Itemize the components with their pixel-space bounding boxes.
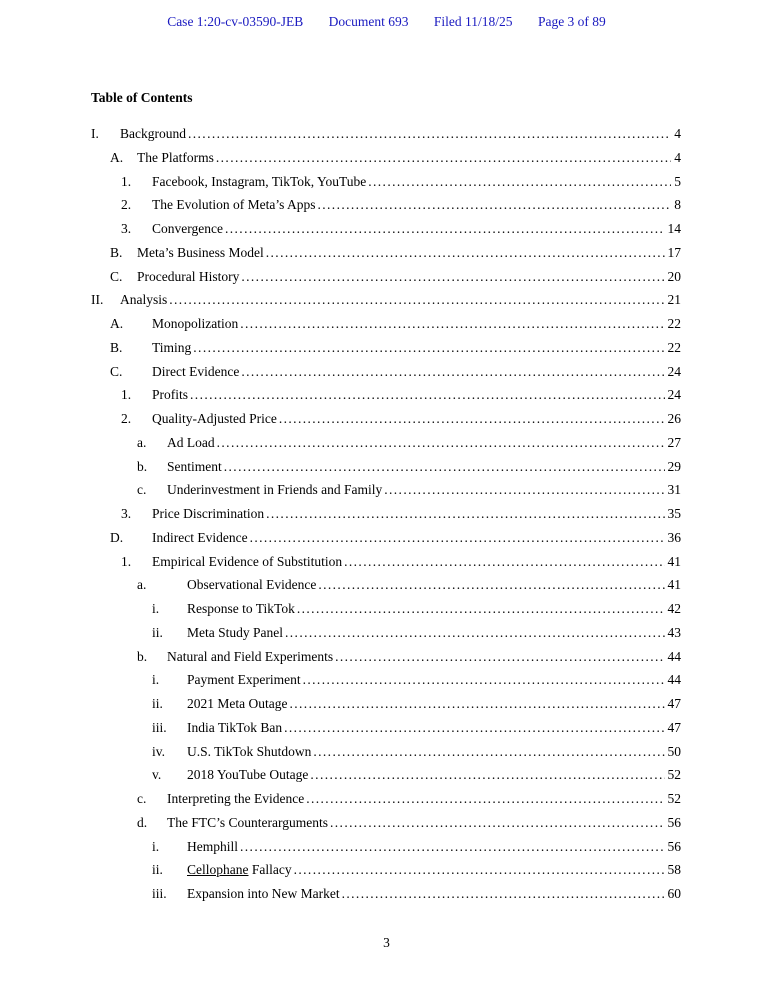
toc-page-number: 31 — [667, 482, 681, 498]
toc-page-number: 8 — [674, 197, 681, 213]
dot-leader — [335, 645, 664, 669]
toc-row — [91, 573, 681, 597]
toc-entry-text: U.S. TikTok Shutdown — [187, 743, 312, 759]
toc-entry-text: Underinvestment in Friends and Family — [167, 482, 383, 498]
toc-entry-label: c. — [137, 791, 147, 806]
toc-row — [91, 763, 681, 787]
toc-page-number: 52 — [667, 767, 681, 783]
dot-leader — [190, 383, 664, 407]
toc-page-number: 43 — [667, 624, 681, 640]
toc-page-number: 24 — [667, 363, 681, 379]
toc-page-number: 22 — [667, 339, 681, 355]
toc-page-number: 29 — [667, 458, 681, 474]
dot-leader — [225, 217, 665, 241]
dot-leader — [241, 265, 664, 289]
dot-leader — [313, 740, 664, 764]
toc-entry-label: C. — [110, 268, 123, 284]
toc-entry-text: Response to TikTok — [187, 601, 295, 616]
dot-leader — [193, 336, 664, 360]
toc-row — [91, 858, 681, 882]
toc-row — [91, 668, 681, 692]
dot-leader — [342, 882, 665, 906]
toc-entry-text: Direct Evidence — [152, 363, 240, 379]
toc-page-number: 50 — [667, 743, 681, 759]
toc-row — [91, 811, 681, 835]
toc-page-number: 56 — [667, 814, 681, 830]
toc-entry-label: d. — [137, 814, 148, 830]
toc-row — [91, 502, 681, 526]
dot-leader — [279, 407, 665, 431]
toc-page-number: 36 — [667, 529, 681, 545]
toc-page-number: 20 — [667, 268, 681, 284]
dot-leader — [266, 502, 664, 526]
toc-entry-label: B. — [110, 339, 123, 355]
toc-entry-text: 2018 YouTube Outage — [187, 767, 309, 783]
toc-row — [91, 170, 681, 194]
toc-page-number: 56 — [667, 838, 681, 854]
toc-row — [91, 716, 681, 740]
toc-entry-text: India TikTok Ban — [187, 719, 283, 735]
court-stamp — [0, 14, 773, 30]
toc-entry-label: b. — [137, 458, 148, 474]
toc-entry-text: Meta Study Panel — [187, 624, 283, 640]
dot-leader — [384, 478, 664, 502]
toc-row — [91, 241, 681, 265]
toc-entry-label: I. — [91, 126, 99, 141]
dot-leader — [317, 193, 671, 217]
dot-leader — [297, 597, 665, 621]
toc-entry-label: a. — [137, 577, 147, 593]
toc-entry-label: C. — [110, 363, 123, 379]
table-of-contents — [91, 90, 681, 906]
toc-entry-text: Timing — [152, 339, 192, 355]
toc-entry-label: b. — [137, 648, 148, 664]
toc-entry-text: Hemphill — [187, 838, 238, 854]
toc-row — [91, 787, 681, 811]
toc-row — [91, 193, 681, 217]
dot-leader — [250, 526, 665, 550]
toc-entry-label: a. — [137, 434, 147, 450]
toc-page-number: 26 — [667, 411, 681, 426]
toc-row — [91, 621, 681, 645]
toc-entry-label: iii. — [152, 719, 167, 735]
toc-page-number: 47 — [667, 719, 681, 735]
toc-row — [91, 692, 681, 716]
page-footer — [0, 935, 773, 951]
toc-entry-label: iii. — [152, 886, 167, 901]
toc-row — [91, 312, 681, 336]
toc-entry-text: Observational Evidence — [187, 577, 317, 593]
dot-leader — [217, 431, 665, 455]
toc-row — [91, 597, 681, 621]
toc-row — [91, 740, 681, 764]
filed-date: Filed 11/18/25 — [433, 14, 513, 29]
dot-leader — [318, 573, 664, 597]
toc-row — [91, 550, 681, 574]
toc-page-number: 4 — [674, 126, 681, 141]
toc-page-number: 52 — [667, 791, 681, 806]
dot-leader — [306, 787, 664, 811]
toc-entry-label: 1. — [121, 553, 132, 569]
toc-page-number: 42 — [667, 601, 681, 616]
toc-entry-text: Indirect Evidence — [152, 529, 248, 545]
document-number: Document 693 — [328, 14, 409, 29]
toc-page-number: 14 — [667, 221, 681, 236]
dot-leader — [240, 312, 664, 336]
toc-page-number: 41 — [667, 553, 681, 569]
dot-leader — [344, 550, 664, 574]
toc-row — [91, 217, 681, 241]
toc-row — [91, 882, 681, 906]
toc-entry-text: Ad Load — [167, 434, 215, 450]
toc-entry-label: II. — [91, 292, 104, 308]
toc-entry-label: i. — [152, 838, 160, 854]
toc-row — [91, 360, 681, 384]
toc-entry-label: v. — [152, 767, 162, 783]
toc-entry-text: Natural and Field Experiments — [167, 648, 334, 664]
toc-row — [91, 288, 681, 312]
toc-row — [91, 336, 681, 360]
toc-page-number: 17 — [667, 244, 681, 260]
toc-row — [91, 407, 681, 431]
toc-entry-text: Profits — [152, 387, 189, 403]
toc-row — [91, 526, 681, 550]
dot-leader — [294, 858, 665, 882]
toc-entry-label: ii. — [152, 862, 163, 878]
toc-entry-text: Quality-Adjusted Price — [152, 411, 277, 426]
stamp-page-indicator: Page 3 of 89 — [537, 14, 606, 29]
toc-page-number: 24 — [667, 387, 681, 403]
underlined-term: Cellophane — [187, 862, 249, 878]
toc-entry-text: Price Discrimination — [152, 506, 265, 521]
toc-row — [91, 265, 681, 289]
toc-entry-text: Expansion into New Market — [187, 886, 340, 901]
toc-entry-label: 2. — [121, 197, 132, 213]
toc-entry-label: c. — [137, 482, 147, 498]
toc-entry-text: Procedural History — [137, 268, 240, 284]
toc-row — [91, 431, 681, 455]
toc-page-number: 41 — [667, 577, 681, 593]
toc-list — [91, 122, 681, 906]
dot-leader — [216, 146, 671, 170]
toc-entry-text: The Platforms — [137, 149, 214, 165]
toc-page-number: 4 — [674, 149, 681, 165]
toc-page-number: 44 — [667, 648, 681, 664]
toc-entry-text: Payment Experiment — [187, 672, 301, 688]
dot-leader — [224, 455, 665, 479]
toc-page-number: 21 — [667, 292, 681, 308]
toc-entry-text: Monopolization — [152, 316, 239, 331]
dot-leader — [330, 811, 665, 835]
toc-entry-text: Analysis — [120, 292, 168, 308]
toc-entry-label: 2. — [121, 411, 132, 426]
toc-page-number: 27 — [667, 434, 681, 450]
toc-entry-text: Facebook, Instagram, TikTok, YouTube — [152, 173, 367, 189]
toc-entry-text: The Evolution of Meta’s Apps — [152, 197, 316, 213]
toc-entry-label: 3. — [121, 506, 132, 521]
toc-row — [91, 645, 681, 669]
dot-leader — [169, 288, 664, 312]
toc-entry-text: Cellophane Fallacy — [187, 862, 292, 878]
dot-leader — [310, 763, 664, 787]
dot-leader — [266, 241, 665, 265]
toc-entry-text: Interpreting the Evidence — [167, 791, 305, 806]
toc-entry-text: Convergence — [152, 221, 223, 236]
dot-leader — [241, 360, 664, 384]
toc-entry-label: B. — [110, 244, 123, 260]
toc-row — [91, 146, 681, 170]
toc-entry-label: A. — [110, 149, 124, 165]
toc-entry-label: ii. — [152, 696, 163, 711]
toc-entry-label: D. — [110, 529, 124, 545]
toc-page-number: 35 — [667, 506, 681, 521]
toc-entry-text: The FTC’s Counterarguments — [167, 814, 328, 830]
toc-page-number: 22 — [667, 316, 681, 331]
dot-leader — [368, 170, 671, 194]
toc-row — [91, 455, 681, 479]
case-number: Case 1:20-cv-03590-JEB — [167, 14, 304, 29]
toc-page-number: 60 — [667, 886, 681, 901]
dot-leader — [303, 668, 665, 692]
toc-entry-text: 2021 Meta Outage — [187, 696, 288, 711]
toc-entry-label: 1. — [121, 173, 132, 189]
toc-entry-text: Sentiment — [167, 458, 222, 474]
toc-entry-label: 1. — [121, 387, 132, 403]
toc-page-number: 47 — [667, 696, 681, 711]
toc-title: Table of Contents — [91, 90, 193, 105]
dot-leader — [289, 692, 664, 716]
toc-entry-label: i. — [152, 672, 160, 688]
toc-row — [91, 383, 681, 407]
toc-entry-label: A. — [110, 316, 124, 331]
toc-entry-text: Empirical Evidence of Substitution — [152, 553, 343, 569]
toc-page-number: 44 — [667, 672, 681, 688]
toc-entry-label: iv. — [152, 743, 165, 759]
toc-page-number: 58 — [667, 862, 681, 878]
toc-entry-text: Meta’s Business Model — [137, 244, 264, 260]
toc-page-number: 5 — [674, 173, 681, 189]
toc-entry-label: i. — [152, 601, 160, 616]
toc-row — [91, 122, 681, 146]
toc-entry-label: 3. — [121, 221, 132, 236]
dot-leader — [285, 621, 665, 645]
toc-entry-label: ii. — [152, 624, 163, 640]
toc-row — [91, 478, 681, 502]
dot-leader — [284, 716, 664, 740]
toc-entry-text: Background — [120, 126, 186, 141]
dot-leader — [188, 122, 671, 146]
dot-leader — [240, 835, 665, 859]
page-number: 3 — [383, 935, 390, 950]
toc-row — [91, 835, 681, 859]
